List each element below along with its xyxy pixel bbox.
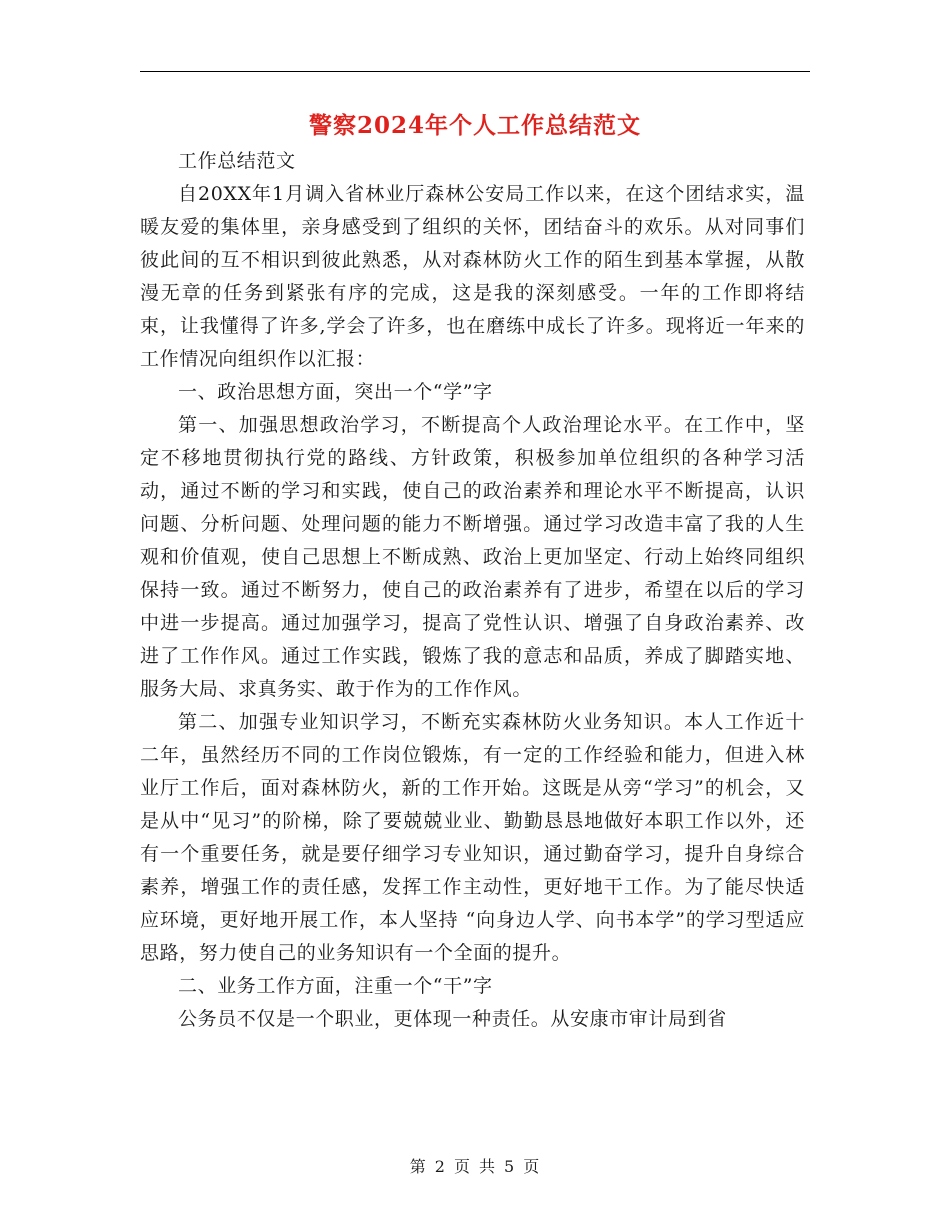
paragraph-professional-study: 第二、加强专业知识学习，不断充实森林防火业务知识。本人工作近十二年，虽然经历不同的工作岗位锻炼，有一定的工作经验和能力，但进入林业厅工作后，面对森林防火，新的工作开始。这既是从旁“学习”的机会，又是从中“见习”的阶梯，除了要兢兢业业、勤勤恳恳地做好本职工作以外，还有一个重要任务，就是要仔细学习专业知识，通过勤奋学习，提升自身综合素养，增强工作的责任感，发挥工作主动性，更好地干工作。为了能尽快适应环境，更好地开展工作，本人坚持 “向身边人学、向书本学”的学习型适应思路，努力使自己的业务知识有一个全面的提升。	[140, 711, 805, 964]
heading-section-2: 二、业务工作方面，注重一个“干”字	[178, 975, 493, 997]
footer-suffix: 页	[523, 1157, 541, 1176]
footer-prefix: 第	[409, 1157, 427, 1176]
page-footer	[0, 1154, 950, 1177]
footer-total-prefix: 共	[479, 1157, 497, 1176]
paragraph-political-study: 第一、加强思想政治学习，不断提高个人政治理论水平。在工作中，坚定不移地贯彻执行党的路线、方针政策，积极参加单位组织的各种学习活动，通过不断的学习和实践，使自己的政治素养和理论水平不断提高，认识问题、分析问题、处理问题的能力不断增强。通过学习改造丰富了我的人生观和价值观，使自己思想上不断成熟、政治上更加坚定、行动上始终同组织保持一致。通过不断努力，使自己的政治素养有了进步，希望在以后的学习中进一步提高。通过加强学习，提高了党性认识、增强了自身政治素养、改进了工作作风。通过工作实践，锻炼了我的意志和品质，养成了脚踏实地、服务大局、求真务实、敢于作为的工作作风。	[140, 414, 805, 700]
heading-section-1: 一、政治思想方面，突出一个“学”字	[178, 381, 493, 403]
paragraph-civil-servant: 公务员不仅是一个职业，更体现一种责任。从安康市审计局到省	[178, 1008, 727, 1030]
document-title: 警察2024年个人工作总结范文	[308, 112, 641, 139]
footer-current-page: 2	[434, 1157, 446, 1176]
footer-middle: 页	[453, 1157, 471, 1176]
footer-total-pages: 5	[504, 1157, 516, 1176]
document-body	[140, 145, 805, 1036]
paragraph-intro: 自20XX年1月调入省林业厅森林公安局工作以来，在这个团结求实，温暖友爱的集体里，亲身感受到了组织的关怀，团结奋斗的欢乐。从对同事们彼此间的互不相识到彼此熟悉，从对森林防火工作的陌生到基本掌握，从散漫无章的任务到紧张有序的完成，这是我的深刻感受。一年的工作即将结束，让我懂得了许多,学会了许多，也在磨练中成长了许多。现将近一年来的工作情况向组织作以汇报：	[140, 183, 805, 370]
paragraph-subtitle: 工作总结范文	[178, 150, 296, 172]
header-rule	[140, 71, 810, 72]
